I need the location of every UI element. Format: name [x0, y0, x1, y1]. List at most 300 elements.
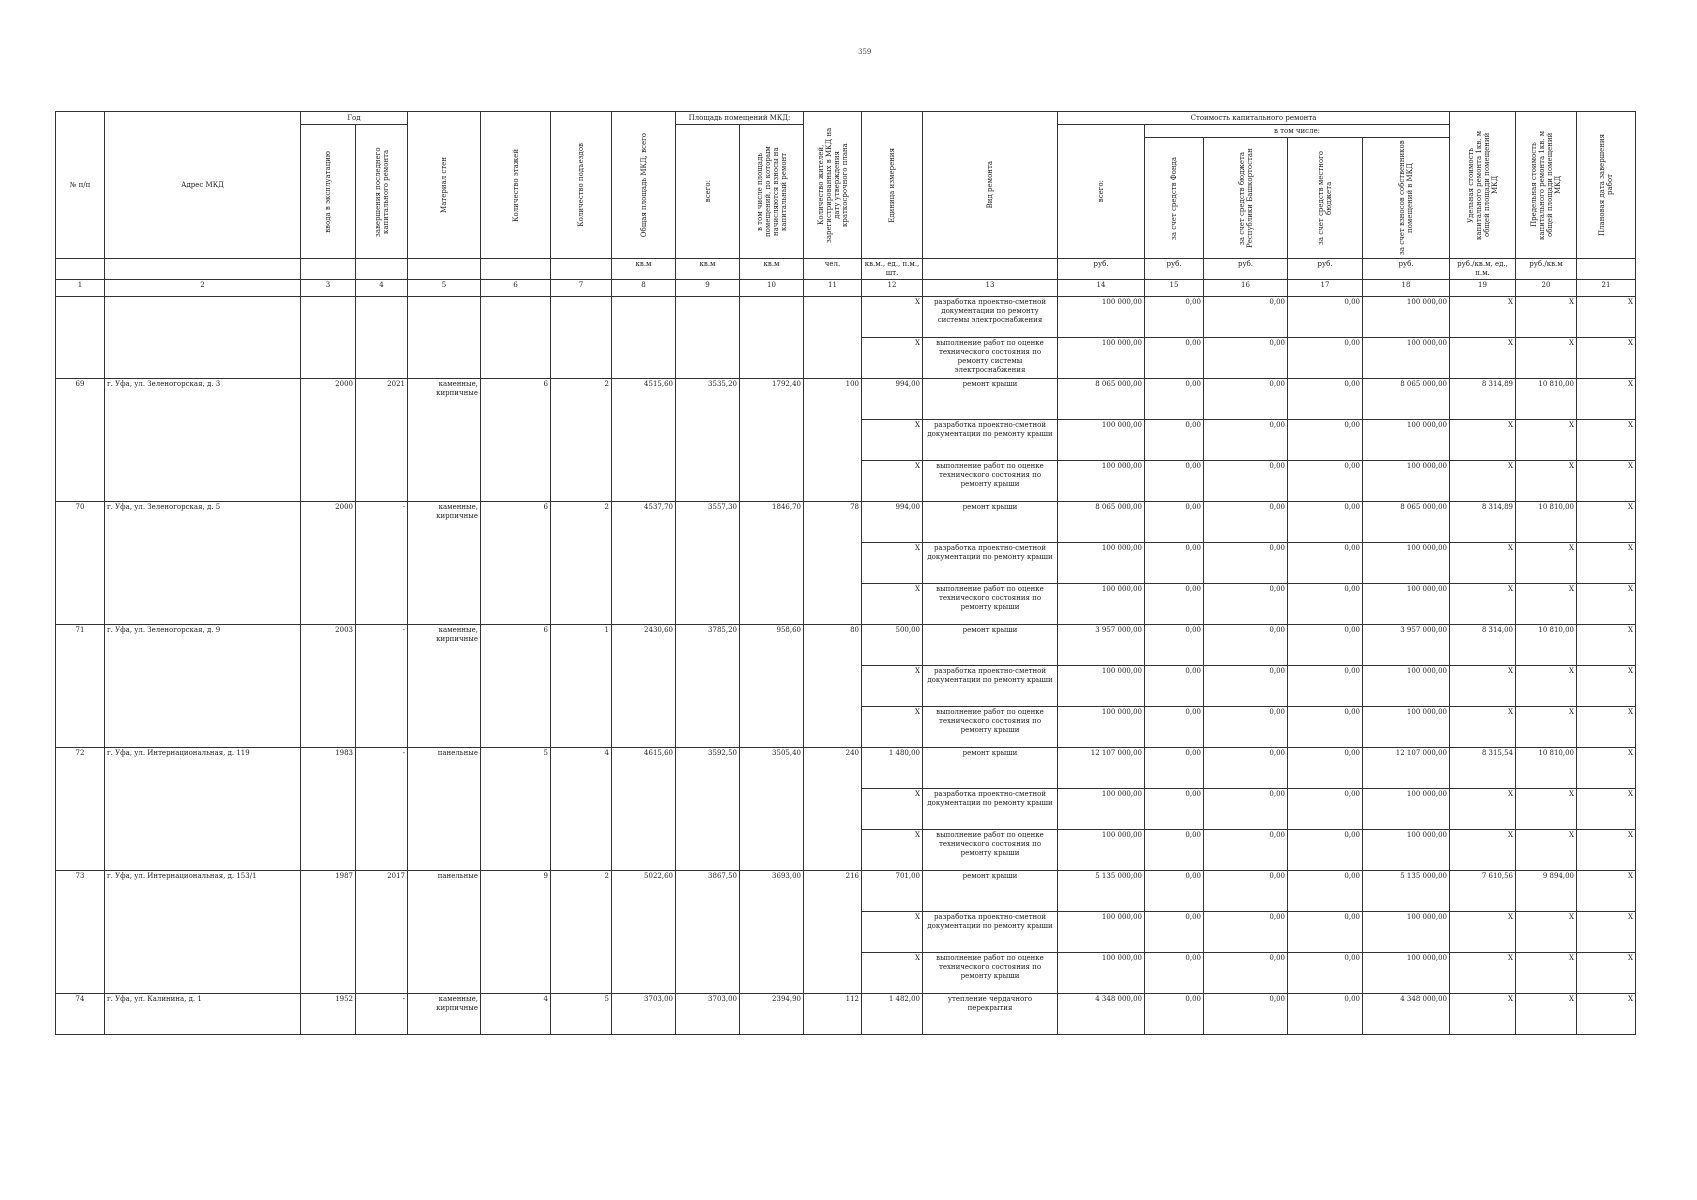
cost-owners: 100 000,00: [1363, 830, 1450, 871]
year-last-repair: -: [356, 748, 408, 871]
cost-republic: 0,00: [1204, 338, 1288, 379]
max-cost: 10 810,00: [1516, 625, 1577, 666]
empty-cell: [740, 297, 804, 379]
unit-cost: X: [1450, 953, 1516, 994]
year-last-repair: -: [356, 502, 408, 625]
cost-fund: 0,00: [1145, 461, 1204, 502]
table-row: [56, 379, 1636, 420]
cost-fund: 0,00: [1145, 338, 1204, 379]
empty-cell: [408, 297, 481, 379]
residents-count: 80: [804, 625, 862, 748]
unit-quantity: 1 480,00: [862, 748, 923, 789]
cost-total: 100 000,00: [1058, 584, 1145, 625]
cost-fund: 0,00: [1145, 584, 1204, 625]
building-address: г. Уфа, ул. Интернациональная, д. 119: [105, 748, 301, 871]
deadline: X: [1577, 707, 1636, 748]
unit-cost: 8 314,89: [1450, 379, 1516, 420]
column-number: 15: [1145, 280, 1204, 297]
unit-cell: руб.: [1058, 259, 1145, 280]
owned-area: 958,60: [740, 625, 804, 748]
row-number: 73: [56, 871, 105, 994]
cost-total: 5 135 000,00: [1058, 871, 1145, 912]
cost-fund: 0,00: [1145, 297, 1204, 338]
wall-material: каменные, кирпичные: [408, 994, 481, 1035]
unit-cost: X: [1450, 707, 1516, 748]
empty-cell: [56, 297, 105, 379]
unit-cost: X: [1450, 666, 1516, 707]
cost-local: 0,00: [1288, 912, 1363, 953]
cost-fund: 0,00: [1145, 789, 1204, 830]
empty-cell: [301, 297, 356, 379]
column-number: 3: [301, 280, 356, 297]
unit-quantity: X: [862, 543, 923, 584]
empty-cell: [804, 297, 862, 379]
header-unit: Единица измерения: [862, 112, 923, 259]
unit-cell: руб.: [1363, 259, 1450, 280]
cost-owners: 100 000,00: [1363, 461, 1450, 502]
max-cost: 10 810,00: [1516, 502, 1577, 543]
header-cost-local: за счет средств местного бюджета: [1288, 138, 1363, 259]
work-type: выполнение работ по оценке технического состояния по ремонту крыши: [923, 461, 1058, 502]
owned-area: 1846,70: [740, 502, 804, 625]
cost-total: 100 000,00: [1058, 461, 1145, 502]
residents-count: 240: [804, 748, 862, 871]
cost-fund: 0,00: [1145, 666, 1204, 707]
unit-cost: X: [1450, 584, 1516, 625]
entrances-count: 5: [551, 994, 612, 1035]
unit-quantity: X: [862, 666, 923, 707]
header-floors: Количество этажей: [481, 112, 551, 259]
deadline: X: [1577, 297, 1636, 338]
unit-cell: кв.м: [612, 259, 676, 280]
unit-quantity: X: [862, 830, 923, 871]
cost-total: 100 000,00: [1058, 338, 1145, 379]
column-number: 6: [481, 280, 551, 297]
row-number: 70: [56, 502, 105, 625]
floors-count: 6: [481, 379, 551, 502]
work-type: разработка проектно-сметной документации по ремонту крыши: [923, 789, 1058, 830]
total-area: 2430,60: [612, 625, 676, 748]
unit-cost: X: [1450, 338, 1516, 379]
header-cost-owners: за счет взносов собственников помещений в МКД: [1363, 138, 1450, 259]
cost-owners: 100 000,00: [1363, 912, 1450, 953]
floors-count: 9: [481, 871, 551, 994]
cost-local: 0,00: [1288, 707, 1363, 748]
max-cost: X: [1516, 830, 1577, 871]
cost-total: 12 107 000,00: [1058, 748, 1145, 789]
cost-fund: 0,00: [1145, 379, 1204, 420]
year-last-repair: -: [356, 625, 408, 748]
cost-local: 0,00: [1288, 584, 1363, 625]
empty-cell: [481, 297, 551, 379]
unit-quantity: X: [862, 420, 923, 461]
cost-owners: 4 348 000,00: [1363, 994, 1450, 1035]
column-number: 9: [676, 280, 740, 297]
cost-local: 0,00: [1288, 871, 1363, 912]
unit-cell: кв.м: [676, 259, 740, 280]
unit-cost: X: [1450, 912, 1516, 953]
cost-owners: 100 000,00: [1363, 584, 1450, 625]
cost-republic: 0,00: [1204, 584, 1288, 625]
floors-count: 6: [481, 502, 551, 625]
max-cost: 9 894,00: [1516, 871, 1577, 912]
cost-fund: 0,00: [1145, 953, 1204, 994]
unit-quantity: X: [862, 461, 923, 502]
column-number: 11: [804, 280, 862, 297]
cost-republic: 0,00: [1204, 666, 1288, 707]
work-type: разработка проектно-сметной документации по ремонту крыши: [923, 543, 1058, 584]
column-number: 8: [612, 280, 676, 297]
wall-material: каменные, кирпичные: [408, 502, 481, 625]
empty-cell: [551, 297, 612, 379]
year-commission: 2000: [301, 502, 356, 625]
column-number: 16: [1204, 280, 1288, 297]
cost-local: 0,00: [1288, 748, 1363, 789]
max-cost: X: [1516, 953, 1577, 994]
year-commission: 1983: [301, 748, 356, 871]
unit-quantity: 994,00: [862, 502, 923, 543]
cost-owners: 100 000,00: [1363, 666, 1450, 707]
cost-owners: 100 000,00: [1363, 420, 1450, 461]
cost-total: 100 000,00: [1058, 830, 1145, 871]
work-type: выполнение работ по оценке технического состояния по ремонту системы электроснабжения: [923, 338, 1058, 379]
page-number: 359: [858, 48, 872, 56]
cost-owners: 100 000,00: [1363, 953, 1450, 994]
cost-owners: 100 000,00: [1363, 543, 1450, 584]
cost-total: 100 000,00: [1058, 297, 1145, 338]
work-type: разработка проектно-сметной документации по ремонту крыши: [923, 912, 1058, 953]
cost-republic: 0,00: [1204, 379, 1288, 420]
header-year-group: Год: [301, 112, 408, 125]
cost-total: 100 000,00: [1058, 420, 1145, 461]
cost-total: 100 000,00: [1058, 543, 1145, 584]
unit-cost: 7 610,56: [1450, 871, 1516, 912]
deadline: X: [1577, 338, 1636, 379]
unit-cost: X: [1450, 789, 1516, 830]
building-address: г. Уфа, ул. Зеленогорская, д. 9: [105, 625, 301, 748]
cost-local: 0,00: [1288, 953, 1363, 994]
unit-cost: X: [1450, 461, 1516, 502]
total-area: 5022,60: [612, 871, 676, 994]
row-number: 69: [56, 379, 105, 502]
header-premises-owned: в том числе площадь помещений, по которым начисляются взносы на капитальный ремонт: [740, 125, 804, 259]
cost-local: 0,00: [1288, 461, 1363, 502]
cost-owners: 12 107 000,00: [1363, 748, 1450, 789]
cost-republic: 0,00: [1204, 502, 1288, 543]
cost-republic: 0,00: [1204, 625, 1288, 666]
premises-area: 3703,00: [676, 994, 740, 1035]
total-area: 4537,70: [612, 502, 676, 625]
unit-quantity: 994,00: [862, 379, 923, 420]
deadline: X: [1577, 379, 1636, 420]
deadline: X: [1577, 666, 1636, 707]
unit-quantity: X: [862, 789, 923, 830]
building-address: г. Уфа, ул. Зеленогорская, д. 5: [105, 502, 301, 625]
max-cost: X: [1516, 789, 1577, 830]
max-cost: X: [1516, 420, 1577, 461]
work-type: ремонт крыши: [923, 625, 1058, 666]
residents-count: 100: [804, 379, 862, 502]
work-type: разработка проектно-сметной документации по ремонту системы электроснабжения: [923, 297, 1058, 338]
building-address: г. Уфа, ул. Калинина, д. 1: [105, 994, 301, 1035]
entrances-count: 1: [551, 625, 612, 748]
unit-cost: 8 314,00: [1450, 625, 1516, 666]
wall-material: панельные: [408, 871, 481, 994]
unit-cost: X: [1450, 420, 1516, 461]
year-last-repair: 2017: [356, 871, 408, 994]
table-row: [56, 871, 1636, 912]
unit-cell: руб.: [1145, 259, 1204, 280]
empty-cell: [612, 297, 676, 379]
cost-fund: 0,00: [1145, 748, 1204, 789]
unit-cell: кв.м., ед., п.м., шт.: [862, 259, 923, 280]
row-number: 72: [56, 748, 105, 871]
year-last-repair: -: [356, 994, 408, 1035]
cost-republic: 0,00: [1204, 789, 1288, 830]
work-type: разработка проектно-сметной документации по ремонту крыши: [923, 666, 1058, 707]
table-row: [56, 994, 1636, 1035]
header-deadline: Плановая дата завершения работ: [1577, 112, 1636, 259]
cost-republic: 0,00: [1204, 461, 1288, 502]
deadline: X: [1577, 789, 1636, 830]
building-address: г. Уфа, ул. Зеленогорская, д. 3: [105, 379, 301, 502]
unit-quantity: 701,00: [862, 871, 923, 912]
cost-local: 0,00: [1288, 297, 1363, 338]
cost-republic: 0,00: [1204, 420, 1288, 461]
cost-owners: 100 000,00: [1363, 789, 1450, 830]
wall-material: панельные: [408, 748, 481, 871]
table-row: [56, 502, 1636, 543]
header-year-commission: ввода в эксплуатацию: [301, 125, 356, 259]
max-cost: 10 810,00: [1516, 748, 1577, 789]
floors-count: 6: [481, 625, 551, 748]
unit-quantity: 1 482,00: [862, 994, 923, 1035]
cost-total: 4 348 000,00: [1058, 994, 1145, 1035]
work-type: ремонт крыши: [923, 871, 1058, 912]
total-area: 4515,60: [612, 379, 676, 502]
header-cost-total: всего:: [1058, 125, 1145, 259]
deadline: X: [1577, 461, 1636, 502]
max-cost: X: [1516, 461, 1577, 502]
column-number: 1: [56, 280, 105, 297]
column-numbers-row: [56, 280, 1636, 297]
year-commission: 1987: [301, 871, 356, 994]
work-type: выполнение работ по оценке технического состояния по ремонту крыши: [923, 953, 1058, 994]
units-row: [56, 259, 1636, 280]
deadline: X: [1577, 543, 1636, 584]
year-commission: 1952: [301, 994, 356, 1035]
table-row: [56, 625, 1636, 666]
cost-local: 0,00: [1288, 830, 1363, 871]
unit-cost: X: [1450, 297, 1516, 338]
column-number: 12: [862, 280, 923, 297]
unit-quantity: X: [862, 338, 923, 379]
cost-owners: 100 000,00: [1363, 297, 1450, 338]
cost-local: 0,00: [1288, 994, 1363, 1035]
unit-quantity: X: [862, 707, 923, 748]
cost-local: 0,00: [1288, 666, 1363, 707]
column-number: 21: [1577, 280, 1636, 297]
unit-quantity: X: [862, 584, 923, 625]
cost-republic: 0,00: [1204, 994, 1288, 1035]
column-number: 2: [105, 280, 301, 297]
cost-republic: 0,00: [1204, 871, 1288, 912]
column-number: 18: [1363, 280, 1450, 297]
column-number: 13: [923, 280, 1058, 297]
header-work-type: Вид ремонта: [923, 112, 1058, 259]
cost-republic: 0,00: [1204, 543, 1288, 584]
unit-cell: кв.м: [740, 259, 804, 280]
work-type: разработка проектно-сметной документации по ремонту крыши: [923, 420, 1058, 461]
deadline: X: [1577, 502, 1636, 543]
cost-fund: 0,00: [1145, 912, 1204, 953]
max-cost: X: [1516, 543, 1577, 584]
unit-cell: руб./кв.м, ед., п.м.: [1450, 259, 1516, 280]
deadline: X: [1577, 584, 1636, 625]
work-type: выполнение работ по оценке технического состояния по ремонту крыши: [923, 830, 1058, 871]
cost-local: 0,00: [1288, 502, 1363, 543]
unit-cell: чел.: [804, 259, 862, 280]
residents-count: 216: [804, 871, 862, 994]
unit-cell: руб.: [1204, 259, 1288, 280]
unit-cost: X: [1450, 830, 1516, 871]
cost-owners: 8 065 000,00: [1363, 379, 1450, 420]
residents-count: 78: [804, 502, 862, 625]
header-premises-group: Площадь помещений МКД:: [676, 112, 804, 125]
header-address: Адрес МКД: [105, 112, 301, 259]
work-type: выполнение работ по оценке технического состояния по ремонту крыши: [923, 584, 1058, 625]
cost-fund: 0,00: [1145, 994, 1204, 1035]
cost-total: 8 065 000,00: [1058, 379, 1145, 420]
header-unit-cost: Удельная стоимость капитального ремонта 1кв. м общей площади помещений МКД: [1450, 112, 1516, 259]
cost-local: 0,00: [1288, 420, 1363, 461]
header-entrances: Количество подъездов: [551, 112, 612, 259]
unit-cell: руб.: [1288, 259, 1363, 280]
unit-quantity: X: [862, 297, 923, 338]
header-max-cost: Предельная стоимость капитального ремонта 1кв. м общей площади помещений МКД: [1516, 112, 1577, 259]
column-number: 7: [551, 280, 612, 297]
header-year-last-repair: завершения последнего капитального ремонта: [356, 125, 408, 259]
cost-fund: 0,00: [1145, 871, 1204, 912]
max-cost: X: [1516, 994, 1577, 1035]
floors-count: 4: [481, 994, 551, 1035]
header-cost-republic: за счет средств бюджета Республики Башкортостан: [1204, 138, 1288, 259]
unit-cost: X: [1450, 543, 1516, 584]
cost-total: 100 000,00: [1058, 789, 1145, 830]
empty-cell: [676, 297, 740, 379]
column-number: 14: [1058, 280, 1145, 297]
deadline: X: [1577, 830, 1636, 871]
header-premises-total: всего:: [676, 125, 740, 259]
empty-cell: [105, 297, 301, 379]
table-row: [56, 748, 1636, 789]
capital-repair-table: [55, 111, 1636, 1035]
cost-local: 0,00: [1288, 789, 1363, 830]
unit-quantity: X: [862, 912, 923, 953]
table-row: [56, 297, 1636, 338]
deadline: X: [1577, 912, 1636, 953]
max-cost: X: [1516, 666, 1577, 707]
premises-area: 3867,50: [676, 871, 740, 994]
total-area: 4615,60: [612, 748, 676, 871]
cost-republic: 0,00: [1204, 707, 1288, 748]
building-address: г. Уфа, ул. Интернациональная, д. 153/1: [105, 871, 301, 994]
max-cost: X: [1516, 912, 1577, 953]
deadline: X: [1577, 748, 1636, 789]
cost-owners: 8 065 000,00: [1363, 502, 1450, 543]
deadline: X: [1577, 625, 1636, 666]
max-cost: X: [1516, 584, 1577, 625]
year-commission: 2000: [301, 379, 356, 502]
owned-area: 1792,40: [740, 379, 804, 502]
entrances-count: 4: [551, 748, 612, 871]
cost-owners: 100 000,00: [1363, 338, 1450, 379]
column-number: 5: [408, 280, 481, 297]
empty-cell: [356, 297, 408, 379]
row-number: 74: [56, 994, 105, 1035]
work-type: ремонт крыши: [923, 502, 1058, 543]
cost-republic: 0,00: [1204, 748, 1288, 789]
cost-owners: 100 000,00: [1363, 707, 1450, 748]
deadline: X: [1577, 420, 1636, 461]
cost-republic: 0,00: [1204, 912, 1288, 953]
cost-local: 0,00: [1288, 338, 1363, 379]
column-number: 17: [1288, 280, 1363, 297]
entrances-count: 2: [551, 502, 612, 625]
unit-cell: руб./кв.м: [1516, 259, 1577, 280]
column-number: 19: [1450, 280, 1516, 297]
deadline: X: [1577, 871, 1636, 912]
cost-total: 100 000,00: [1058, 953, 1145, 994]
cost-republic: 0,00: [1204, 830, 1288, 871]
cost-total: 100 000,00: [1058, 707, 1145, 748]
cost-owners: 3 957 000,00: [1363, 625, 1450, 666]
premises-area: 3535,20: [676, 379, 740, 502]
cost-fund: 0,00: [1145, 543, 1204, 584]
unit-cost: X: [1450, 994, 1516, 1035]
owned-area: 2394,90: [740, 994, 804, 1035]
cost-republic: 0,00: [1204, 297, 1288, 338]
cost-owners: 5 135 000,00: [1363, 871, 1450, 912]
cost-local: 0,00: [1288, 625, 1363, 666]
owned-area: 3693,00: [740, 871, 804, 994]
wall-material: каменные, кирпичные: [408, 379, 481, 502]
entrances-count: 2: [551, 871, 612, 994]
premises-area: 3557,30: [676, 502, 740, 625]
owned-area: 3505,40: [740, 748, 804, 871]
header-total-area: Общая площадь МКД, всего: [612, 112, 676, 259]
deadline: X: [1577, 953, 1636, 994]
premises-area: 3785,20: [676, 625, 740, 748]
max-cost: X: [1516, 297, 1577, 338]
cost-fund: 0,00: [1145, 707, 1204, 748]
cost-local: 0,00: [1288, 379, 1363, 420]
entrances-count: 2: [551, 379, 612, 502]
unit-cost: 8 314,89: [1450, 502, 1516, 543]
year-commission: 2003: [301, 625, 356, 748]
cost-total: 8 065 000,00: [1058, 502, 1145, 543]
floors-count: 5: [481, 748, 551, 871]
premises-area: 3592,50: [676, 748, 740, 871]
work-type: выполнение работ по оценке технического состояния по ремонту крыши: [923, 707, 1058, 748]
cost-local: 0,00: [1288, 543, 1363, 584]
wall-material: каменные, кирпичные: [408, 625, 481, 748]
unit-cost: 8 315,54: [1450, 748, 1516, 789]
cost-fund: 0,00: [1145, 502, 1204, 543]
max-cost: X: [1516, 338, 1577, 379]
header-n: № п/п: [56, 112, 105, 259]
cost-total: 3 957 000,00: [1058, 625, 1145, 666]
